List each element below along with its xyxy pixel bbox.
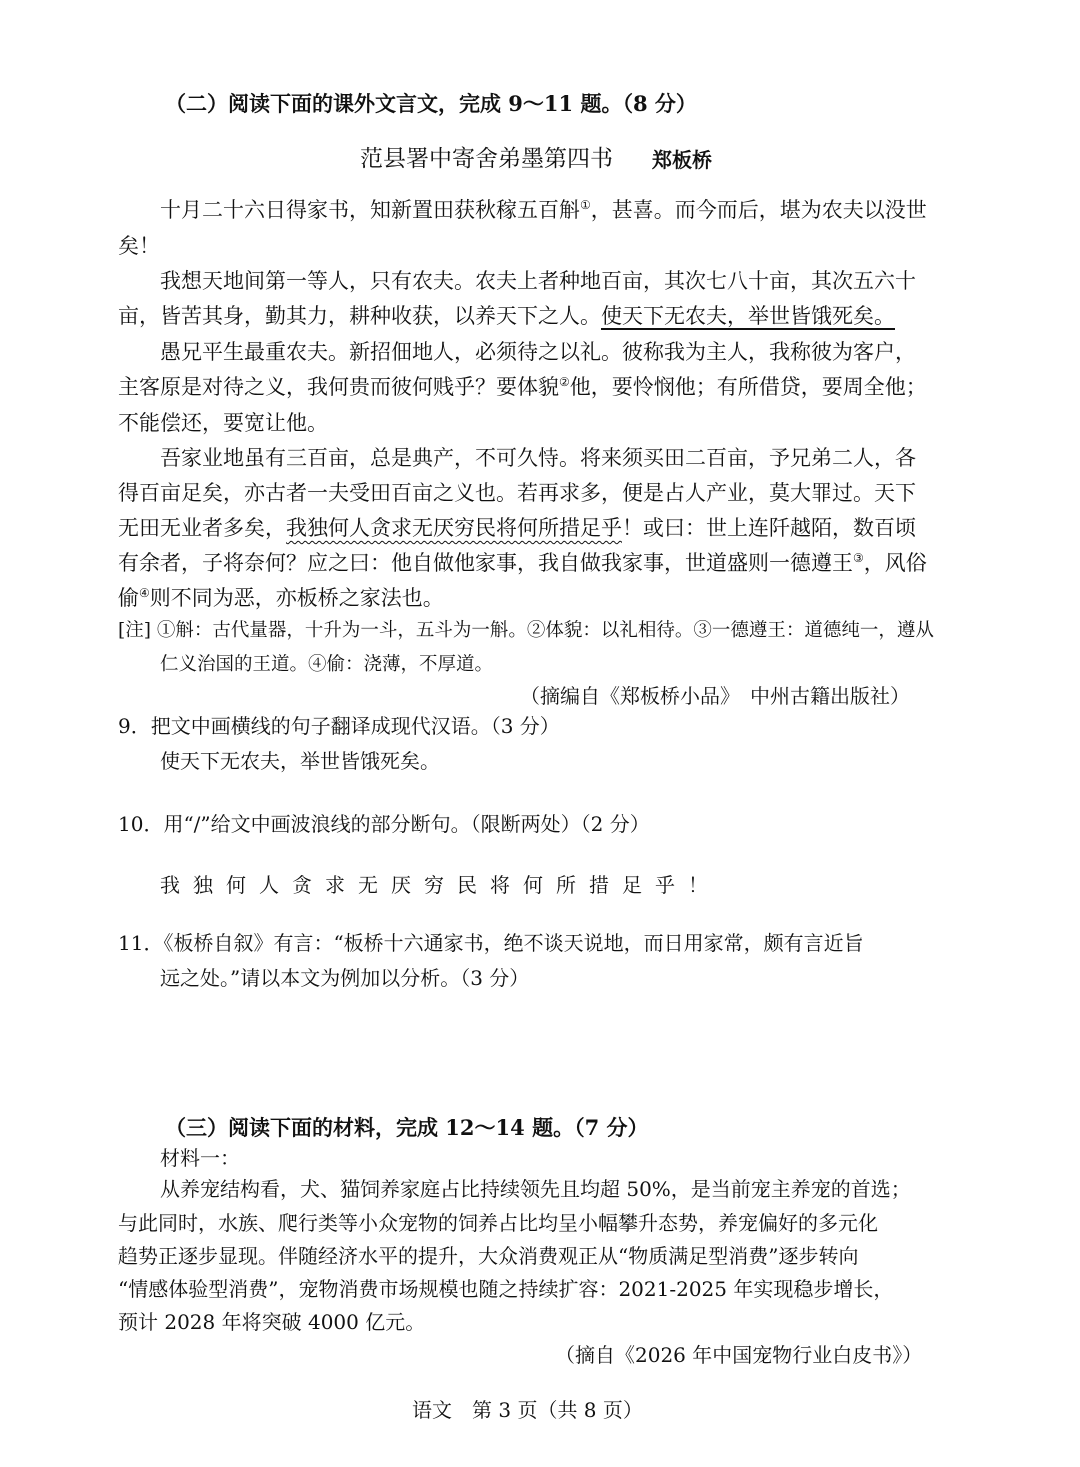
essay-title: 范县署中寄舍弟墨第四书 (360, 146, 613, 172)
wavy-underlined-sentence: 我独何人贪求无厌穷民将何所措足乎 (286, 516, 622, 540)
section-3-heading: （三）阅读下面的材料，完成 12～14 题。（7 分） (165, 1115, 649, 1140)
paragraph-4-line-1: 吾家业地虽有三百亩，总是典产，不可久恃。将来须买田二百亩，予兄弟二人，各 (160, 446, 916, 470)
question-10: 10．用“/”给文中画波浪线的部分断句。（限断两处）（2 分） (118, 812, 650, 836)
material-line-3: 趋势正逐步显现。伴随经济水平的提升，大众消费观正从“物质满足型消费”逐步转向 (118, 1244, 859, 1268)
paragraph-4-line-4: 有余者，子将奈何？应之曰：他自做他家事，我自做我家事，世道盛则一德遵王③，风俗 (118, 551, 927, 575)
paragraph-4-line-2: 得百亩足矣，亦古者一夫受田百亩之义也。若再求多，便是占人产业，莫大罪过。天下 (118, 481, 916, 505)
paragraph-2-line-1: 我想天地间第一等人，只有农夫。农夫上者种地百亩，其次七八十亩，其次五六十 (160, 269, 916, 293)
question-11-line-2: 远之处。”请以本文为例加以分析。（3 分） (160, 966, 530, 990)
paragraph-3-line-2: 主客原是对待之义，我何贵而彼何贱乎？要体貌②他，要怜悯他；有所借贷，要周全他； (118, 375, 927, 399)
question-10-sentence: 我独何人贪求无厌穷民将何所措足乎！ (160, 873, 721, 897)
material-line-4: “情感体验型消费”，宠物消费市场规模也随之持续扩容：2021-2025 年实现稳步增长， (118, 1277, 894, 1301)
material-line-1: 从养宠结构看，犬、猫饲养家庭占比持续领先且均超 50%，是当前宠主养宠的首选； (160, 1177, 911, 1201)
essay-source: （摘编自《郑板桥小品》 中州古籍出版社） (520, 684, 910, 708)
paragraph-1-line-2: 矣！ (118, 234, 160, 258)
material-source: （摘自《2026 年中国宠物行业白皮书》） (555, 1343, 923, 1367)
underlined-sentence: 使天下无农夫，举世皆饿死矣。 (601, 304, 895, 328)
essay-author: 郑板桥 (652, 148, 712, 172)
paragraph-3-line-3: 不能偿还，要宽让他。 (118, 411, 328, 435)
notes-line-1: [注] ①斛：古代量器，十升为一斗，五斗为一斛。②体貌：以礼相待。③一德遵王：道德纯一，遵从 (118, 620, 934, 641)
paragraph-4-line-3: 无田无业者多矣，我独何人贪求无厌穷民将何所措足乎！或曰：世上连阡越陌，数百顷 (118, 516, 916, 540)
paragraph-2-line-2: 亩，皆苦其身，勤其力，耕种收获，以养天下之人。使天下无农夫，举世皆饿死矣。 (118, 304, 895, 328)
material-line-5: 预计 2028 年将突破 4000 亿元。 (118, 1310, 426, 1334)
paragraph-3-line-1: 愚兄平生最重农夫。新招佃地人，必须待之以礼。彼称我为主人，我称彼为客户， (160, 340, 916, 364)
material-label: 材料一： (160, 1146, 240, 1170)
paragraph-1-line-1: 十月二十六日得家书，知新置田获秋稼五百斛①，甚喜。而今而后，堪为农夫以没世 (160, 198, 927, 222)
page-footer: 语文 第 3 页（共 8 页） (412, 1398, 643, 1422)
section-heading: （二）阅读下面的课外文言文，完成 9～11 题。（8 分） (165, 91, 697, 116)
question-9: 9．把文中画横线的句子翻译成现代汉语。（3 分） (118, 714, 560, 738)
material-line-2: 与此同时，水族、爬行类等小众宠物的饲养占比均呈小幅攀升态势，养宠偏好的多元化 (118, 1211, 878, 1235)
paragraph-4-line-5: 偷④则不同为恶，亦板桥之家法也。 (118, 586, 444, 610)
question-9-sentence: 使天下无农夫，举世皆饿死矣。 (160, 749, 440, 773)
question-11-line-1: 11．《板桥自叙》有言：“板桥十六通家书，绝不谈天说地，而日用家常，颇有言近旨 (118, 931, 864, 955)
notes-line-2: 仁义治国的王道。④偷：浇薄，不厚道。 (160, 654, 494, 675)
